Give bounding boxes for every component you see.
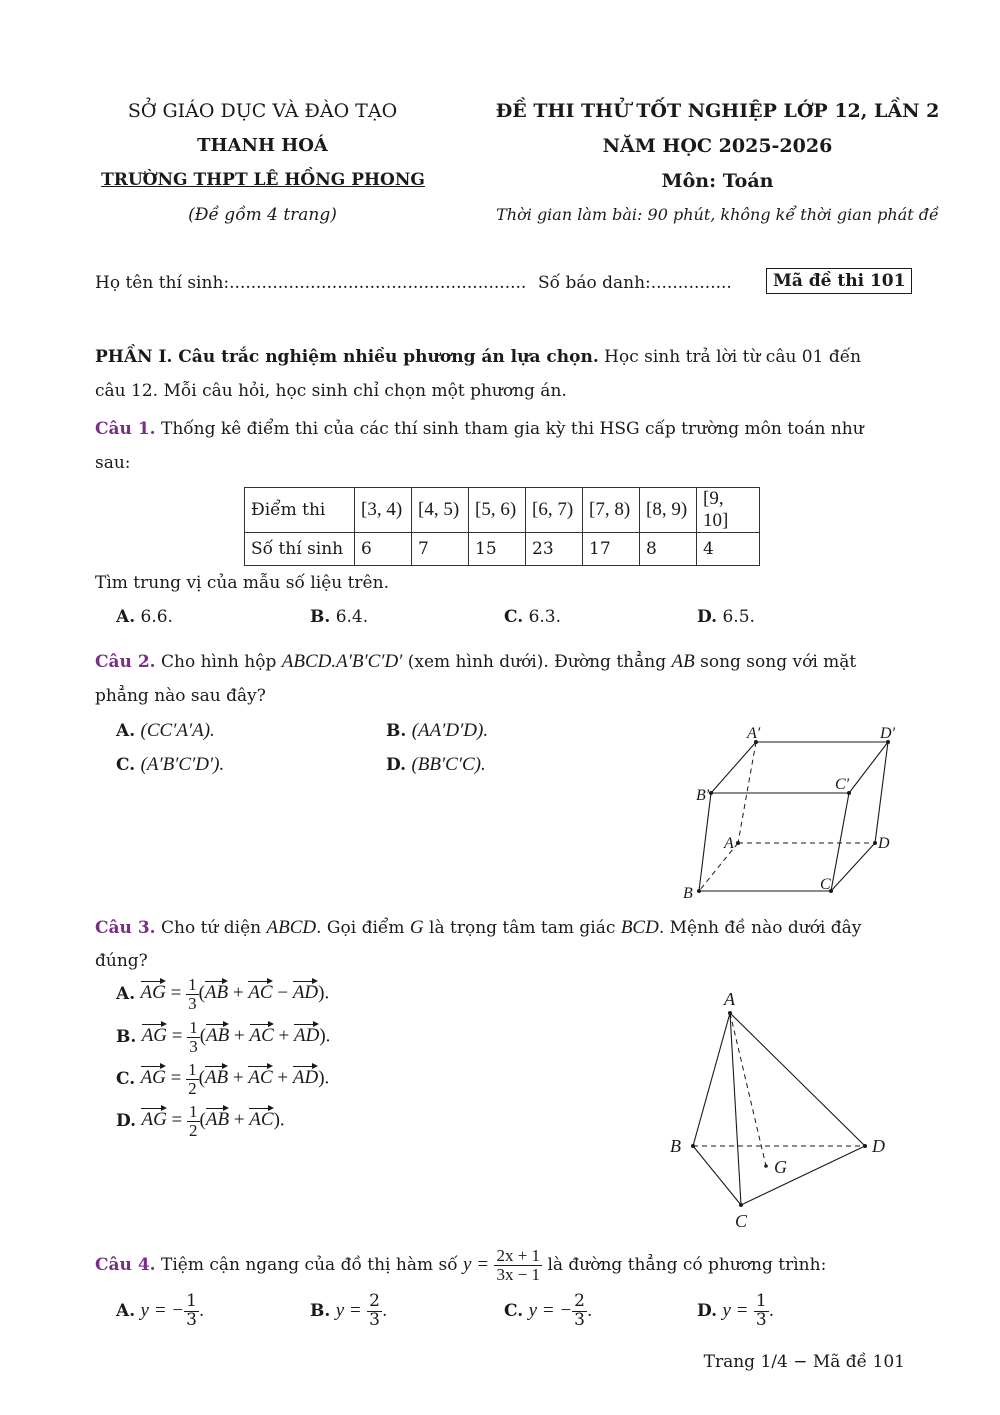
tetrahedron-figure	[660, 985, 900, 1230]
option-prefix: y = −	[528, 1300, 573, 1321]
q4-text: Tiệm cận ngang của đồ thị hàm số	[160, 1255, 458, 1275]
option-label: A.	[116, 721, 136, 741]
vector-term: AC	[248, 1067, 273, 1089]
q3-option-c[interactable]: C. AG = $\frac{1}{2}$ (AB + AC + AD).	[116, 1059, 330, 1098]
count-cell: 7	[412, 533, 469, 566]
question-2	[95, 651, 907, 673]
option-label: C.	[504, 607, 524, 627]
q1-question: Tìm trung vị của mẫu số liệu trên.	[95, 573, 389, 593]
frac-num: 2	[574, 1290, 585, 1311]
q4-label: Câu 4.	[95, 1255, 156, 1275]
q1-option-c[interactable]	[504, 607, 561, 627]
option-prefix: y =	[722, 1300, 749, 1321]
vector-term: AB	[205, 1109, 230, 1131]
q3-triangle: BCD	[620, 917, 659, 938]
q3-option-d[interactable]: D. AG = $\frac{1}{2}$ (AB + AC).	[116, 1101, 285, 1140]
option-prefix: y = −	[140, 1300, 185, 1321]
option-text: 6.4.	[335, 607, 369, 627]
part1-title: PHẦN I. Câu trắc nghiệm nhiều phương án lựa chọn.	[95, 347, 599, 367]
vertex-label: D	[872, 1136, 885, 1156]
vector-term: AG	[140, 982, 166, 1004]
q2-option-a[interactable]	[116, 720, 215, 742]
table-row	[245, 533, 760, 566]
vertex-label: D′	[880, 725, 896, 742]
exam-code-box: Mã đề thi 101	[766, 268, 912, 294]
option-prefix: y =	[335, 1300, 362, 1321]
q4-y-eq: y =	[463, 1254, 490, 1275]
operator: +	[232, 1067, 244, 1089]
vertex-label: A′	[747, 725, 761, 742]
option-label: D.	[697, 607, 718, 627]
vector-term: AC	[249, 1025, 274, 1047]
vector-term: AB	[204, 1067, 229, 1089]
q3-label: Câu 3.	[95, 918, 156, 938]
vertex-label: A	[724, 835, 734, 852]
subject: Môn: Toán	[661, 170, 774, 192]
vector-term: AG	[141, 1109, 167, 1131]
option-text: 6.5.	[722, 607, 755, 627]
q1-text-cont: sau:	[95, 453, 131, 473]
option-text: (AA′D′D).	[411, 720, 489, 741]
frac-den: 3	[369, 1309, 380, 1330]
option-label: C.	[116, 755, 136, 775]
count-cell: 15	[469, 533, 526, 566]
option-label: D.	[116, 1111, 137, 1131]
vector-term: AD	[294, 1025, 320, 1047]
q3-text: . Mệnh đề nào dưới đây	[658, 918, 862, 938]
question-1	[95, 419, 907, 439]
option-text: (BB′C′C).	[411, 754, 486, 775]
option-label: C.	[116, 1069, 136, 1089]
frac-num: 2x + 1	[496, 1245, 541, 1265]
q1-option-b[interactable]	[310, 607, 368, 627]
time-note: Thời gian làm bài: 90 phút, không kể thời gian phát đề	[496, 205, 939, 224]
vertex-label: C′	[835, 776, 850, 793]
q4-option-b[interactable]: B. y = $\frac{2}{3}$ .	[310, 1290, 388, 1330]
interval-cell: [5, 6)	[469, 488, 526, 533]
operator: +	[233, 1109, 245, 1131]
vertex-label: G	[774, 1157, 787, 1177]
operator: +	[232, 982, 244, 1004]
province-name: THANH HOÁ	[197, 135, 328, 156]
q1-label: Câu 1.	[95, 419, 156, 439]
q2-text: Cho hình hộp	[160, 652, 277, 672]
vertex-label: D	[878, 835, 890, 852]
row-header-count: Số thí sinh	[245, 533, 355, 566]
vertex-label: B	[683, 885, 693, 902]
q1-text: Thống kê điểm thi của các thí sinh tham gia kỳ thi HSG cấp trường môn toán như	[160, 419, 864, 439]
part1-instruction-2: câu 12. Mỗi câu hỏi, học sinh chỉ chọn một phương án.	[95, 381, 567, 401]
option-text: 6.6.	[140, 607, 173, 627]
q3-point: G	[409, 917, 424, 938]
frac-den: 3	[186, 1309, 197, 1330]
q3-text: . Gọi điểm	[316, 918, 405, 938]
option-label: A.	[116, 1301, 136, 1321]
interval-cell: [4, 5)	[412, 488, 469, 533]
q4-option-d[interactable]: D. y = $\frac{1}{3}$ .	[697, 1290, 775, 1330]
option-label: A.	[116, 984, 136, 1004]
page-footer: Trang 1/4 − Mã đề 101	[703, 1352, 905, 1372]
interval-cell: [9, 10]	[697, 488, 760, 533]
frac-num: 1	[755, 1290, 767, 1311]
school-name: TRƯỜNG THPT LÊ HỒNG PHONG	[101, 170, 425, 190]
q3-text: Cho tứ diện	[160, 918, 262, 938]
q3-option-b[interactable]: B. AG = $\frac{1}{3}$ (AB + AC + AD).	[116, 1017, 331, 1056]
vector-term: AD	[292, 982, 319, 1004]
frac-num: 1	[186, 1290, 197, 1311]
frac-den: 3	[188, 993, 197, 1013]
q2-line-name: AB	[671, 651, 695, 672]
q4-option-c[interactable]: C. y = − $\frac{2}{3}$ .	[504, 1290, 593, 1330]
count-cell: 8	[640, 533, 697, 566]
exam-title: ĐỀ THI THỬ TỐT NGHIỆP LỚP 12, LẦN 2	[495, 100, 940, 122]
vector-term: AD	[292, 1067, 319, 1089]
q4-option-a[interactable]: A. y = − $\frac{1}{3}$ .	[116, 1290, 205, 1330]
candidate-id-field: Số báo danh:...............	[538, 273, 732, 293]
q2-label: Câu 2.	[95, 652, 156, 672]
frac-den: 3x − 1	[496, 1264, 541, 1284]
row-header-score: Điểm thi	[245, 488, 355, 533]
q2-text: (xem hình dưới). Đường thẳng	[407, 652, 667, 672]
option-label: B.	[386, 721, 407, 741]
count-cell: 17	[583, 533, 640, 566]
interval-cell: [7, 8)	[583, 488, 640, 533]
frac-den: 3	[189, 1036, 198, 1056]
interval-cell: [3, 4)	[355, 488, 412, 533]
frac-den: 3	[574, 1309, 585, 1330]
option-label: D.	[386, 755, 407, 775]
interval-cell: [8, 9)	[640, 488, 697, 533]
count-cell: 23	[526, 533, 583, 566]
q4-text: là đường thẳng có phương trình:	[547, 1255, 827, 1275]
option-text: (CC′A′A).	[140, 720, 215, 741]
vector-term: AB	[206, 1025, 230, 1047]
frac-num: 2	[369, 1290, 380, 1311]
operator: +	[277, 1067, 289, 1089]
q3-tetrahedron: ABCD	[266, 917, 317, 938]
operator: +	[278, 1025, 290, 1047]
frac-den: 2	[188, 1078, 197, 1098]
question-4	[95, 1241, 907, 1289]
frac-den: 3	[755, 1309, 767, 1330]
vertex-label: B	[670, 1136, 681, 1156]
option-label: A.	[116, 607, 136, 627]
count-cell: 6	[355, 533, 412, 566]
q2-text: song song với mặt	[700, 652, 857, 672]
q2-option-d[interactable]	[386, 754, 486, 776]
vertex-label: C	[820, 876, 831, 893]
q1-option-d[interactable]	[697, 607, 755, 627]
part1-instruction: Học sinh trả lời từ câu 01 đến	[604, 347, 862, 367]
score-table	[244, 487, 760, 566]
option-text: (A′B′C′D′).	[140, 754, 225, 775]
pages-note: (Đề gồm 4 trang)	[188, 205, 337, 225]
q2-text-cont: phẳng nào sau đây?	[95, 686, 266, 706]
option-label: D.	[697, 1301, 718, 1321]
parallelepiped-figure	[670, 720, 910, 910]
frac-num: 1	[189, 1017, 198, 1037]
vector-term: AC	[249, 1109, 274, 1131]
operator: −	[277, 982, 289, 1004]
vector-term: AC	[248, 982, 273, 1004]
q2-option-c[interactable]	[116, 754, 224, 776]
q2-box-name: ABCD.A′B′C′D′	[281, 651, 403, 672]
frac-num: 1	[188, 1059, 197, 1079]
q2-option-b[interactable]	[386, 720, 488, 742]
vector-term: AB	[204, 982, 229, 1004]
count-cell: 4	[697, 533, 760, 566]
q4-function	[494, 1247, 542, 1284]
vector-term: AG	[141, 1025, 168, 1047]
q3-text-cont: đúng?	[95, 951, 148, 971]
operator: +	[234, 1025, 245, 1047]
candidate-name-field: Họ tên thí sinh:.......................................................	[95, 273, 527, 293]
table-row	[245, 488, 760, 533]
question-3	[95, 917, 907, 939]
interval-cell: [6, 7)	[526, 488, 583, 533]
vertex-label: A	[724, 989, 735, 1009]
option-label: B.	[310, 607, 331, 627]
option-label: B.	[116, 1027, 137, 1047]
q3-option-a[interactable]: A. AG = $\frac{1}{3}$ (AB + AC − AD).	[116, 974, 330, 1013]
school-year: NĂM HỌC 2025-2026	[602, 135, 833, 157]
q3-text: là trọng tâm tam giác	[429, 918, 616, 938]
option-label: C.	[504, 1301, 524, 1321]
frac-den: 2	[189, 1120, 198, 1140]
vertex-label: C	[735, 1211, 748, 1230]
department-name: SỞ GIÁO DỤC VÀ ĐÀO TẠO	[127, 100, 398, 122]
frac-num: 1	[188, 974, 197, 994]
option-text: 6.3.	[528, 607, 562, 627]
vertex-label: B′	[696, 787, 710, 804]
q1-option-a[interactable]	[116, 607, 173, 627]
option-label: B.	[310, 1301, 331, 1321]
part1-heading	[95, 347, 907, 367]
vector-term: AG	[140, 1067, 166, 1089]
frac-num: 1	[189, 1101, 198, 1121]
